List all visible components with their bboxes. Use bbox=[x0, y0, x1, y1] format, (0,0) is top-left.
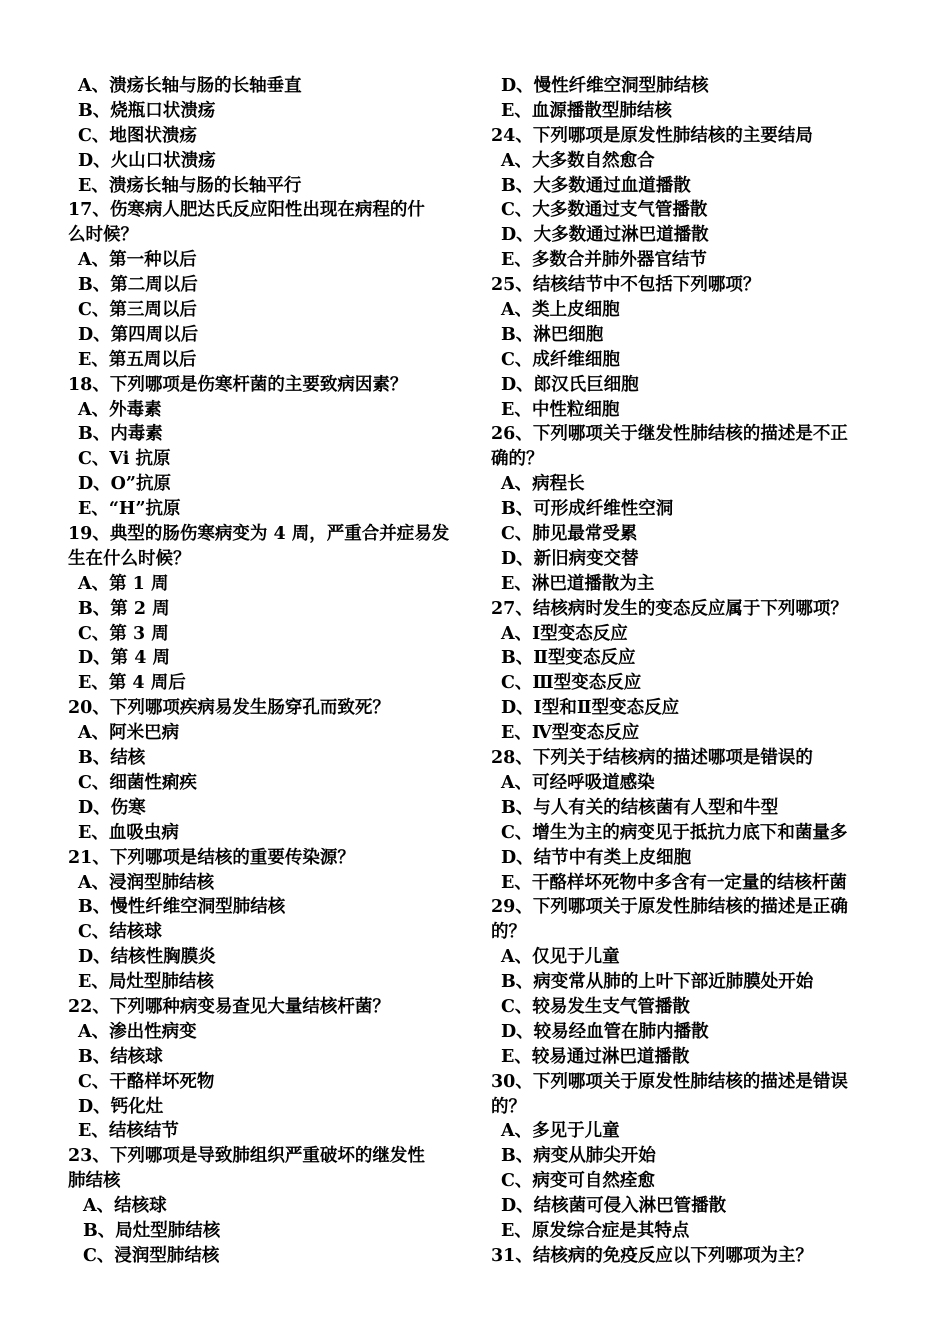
right-column bbox=[491, 74, 891, 1269]
question-line: 30、下列哪项关于原发性肺结核的描述是错误 bbox=[491, 1071, 848, 1092]
option-line: A、渗出性病变 bbox=[78, 1021, 197, 1042]
option-line: A、浸润型肺结核 bbox=[78, 872, 215, 893]
option-line: B、病变常从肺的上叶下部近肺膜处开始 bbox=[501, 972, 814, 993]
option-line: C、干酪样坏死物 bbox=[78, 1071, 215, 1092]
option-line: B、第 2 周 bbox=[78, 598, 170, 619]
option-line: E、第五周以后 bbox=[78, 349, 197, 370]
question-line: 22、下列哪种病变易查见大量结核杆菌？ bbox=[68, 996, 390, 1017]
question-line: 28、下列关于结核病的描述哪项是错误的 bbox=[491, 748, 813, 769]
option-line: C、地图状溃疡 bbox=[78, 125, 197, 146]
question-line: 23、下列哪项是导致肺组织严重破坏的继发性 bbox=[68, 1146, 425, 1167]
option-line: C、Vi 抗原 bbox=[78, 449, 171, 470]
option-line: E、局灶型肺结核 bbox=[78, 972, 214, 993]
question-line: 21、下列哪项是结核的重要传染源？ bbox=[68, 847, 355, 868]
option-line: E、淋巴道播散为主 bbox=[501, 573, 655, 594]
option-line: E、血吸虫病 bbox=[78, 822, 179, 843]
question-line: 17、伤寒病人肥达氏反应阳性出现在病程的什 bbox=[68, 200, 425, 221]
option-line: B、内毒素 bbox=[78, 424, 163, 445]
question-line: 18、下列哪项是伤寒杆菌的主要致病因素？ bbox=[68, 374, 408, 395]
option-line: D、结核菌可侵入淋巴管播散 bbox=[501, 1196, 727, 1217]
option-line: C、Ⅲ型变态反应 bbox=[501, 673, 642, 694]
option-line: E、Ⅳ型变态反应 bbox=[501, 723, 640, 744]
option-line: B、大多数通过血道播散 bbox=[501, 175, 691, 196]
option-line: A、结核球 bbox=[83, 1196, 167, 1217]
option-line: A、类上皮细胞 bbox=[501, 300, 620, 321]
option-line: C、细菌性痢疾 bbox=[78, 772, 197, 793]
option-line: A、第 1 周 bbox=[78, 573, 169, 594]
option-line: E、血源播散型肺结核 bbox=[501, 100, 672, 121]
option-line: E、溃疡长轴与肠的长轴平行 bbox=[78, 175, 302, 196]
question-line: 的？ bbox=[491, 1096, 526, 1117]
question-line: 的？ bbox=[491, 922, 526, 943]
question-line: 25、结核结节中不包括下列哪项？ bbox=[491, 275, 761, 296]
option-line: A、Ⅰ型变态反应 bbox=[501, 623, 628, 644]
question-line: 31、结核病的免疫反应以下列哪项为主？ bbox=[491, 1245, 813, 1266]
option-line: A、第一种以后 bbox=[78, 250, 197, 271]
option-line: C、较易发生支气管播散 bbox=[501, 996, 690, 1017]
option-line: A、仅见于儿童 bbox=[501, 947, 620, 968]
option-line: D、大多数通过淋巴道播散 bbox=[501, 225, 709, 246]
option-line: E、干酪样坏死物中多含有一定量的结核杆菌 bbox=[501, 872, 847, 893]
question-line: 么时候？ bbox=[68, 225, 138, 246]
option-line: A、可经呼吸道感染 bbox=[501, 772, 655, 793]
option-line: A、溃疡长轴与肠的长轴垂直 bbox=[78, 76, 302, 96]
option-line: B、淋巴细胞 bbox=[501, 324, 604, 345]
option-line: B、局灶型肺结核 bbox=[83, 1220, 221, 1241]
option-line: D、较易经血管在肺内播散 bbox=[501, 1021, 709, 1042]
question-line: 26、下列哪项关于继发性肺结核的描述是不正 bbox=[491, 424, 848, 445]
option-line: B、第二周以后 bbox=[78, 275, 198, 296]
option-line: C、浸润型肺结核 bbox=[83, 1245, 220, 1266]
option-line: E、结核结节 bbox=[78, 1121, 179, 1142]
option-line: C、第三周以后 bbox=[78, 300, 197, 321]
question-line: 29、下列哪项关于原发性肺结核的描述是正确 bbox=[491, 897, 848, 918]
option-line: D、第四周以后 bbox=[78, 324, 199, 345]
option-line: B、结核 bbox=[78, 748, 146, 769]
option-line: E、原发综合症是其特点 bbox=[501, 1220, 690, 1241]
option-line: E、中性粒细胞 bbox=[501, 399, 620, 420]
option-line: A、大多数自然愈合 bbox=[501, 150, 655, 171]
left-column bbox=[68, 74, 468, 1269]
question-line: 确的？ bbox=[491, 449, 544, 470]
option-line: D、第 4 周 bbox=[78, 648, 171, 669]
option-line: D、O”抗原 bbox=[78, 474, 171, 495]
option-line: D、慢性纤维空洞型肺结核 bbox=[501, 76, 709, 96]
option-line: A、阿米巴病 bbox=[78, 723, 180, 744]
option-line: D、郎汉氏巨细胞 bbox=[501, 374, 639, 395]
option-line: D、伤寒 bbox=[78, 797, 146, 818]
option-line: E、“H”抗原 bbox=[78, 499, 181, 520]
option-line: B、慢性纤维空洞型肺结核 bbox=[78, 897, 286, 918]
option-line: B、结核球 bbox=[78, 1046, 163, 1067]
option-line: C、大多数通过支气管播散 bbox=[501, 200, 708, 221]
option-line: B、可形成纤维性空洞 bbox=[501, 499, 674, 520]
option-line: B、与人有关的结核菌有人型和牛型 bbox=[501, 797, 779, 818]
option-line: D、Ⅰ型和Ⅱ型变态反应 bbox=[501, 698, 680, 719]
option-line: E、第 4 周后 bbox=[78, 673, 186, 694]
option-line: B、烧瓶口状溃疡 bbox=[78, 100, 216, 121]
option-line: D、结核性胸膜炎 bbox=[78, 947, 216, 968]
question-line: 19、典型的肠伤寒病变为 4 周，严重合并症易发 bbox=[68, 524, 450, 545]
option-line: C、肺见最常受累 bbox=[501, 524, 638, 545]
question-line: 27、结核病时发生的变态反应属于下列哪项？ bbox=[491, 598, 848, 619]
option-line: D、新旧病变交替 bbox=[501, 548, 639, 569]
option-line: C、第 3 周 bbox=[78, 623, 169, 644]
question-line: 肺结核 bbox=[68, 1171, 121, 1192]
option-line: D、钙化灶 bbox=[78, 1096, 164, 1117]
option-line: C、增生为主的病变见于抵抗力底下和菌量多 bbox=[501, 822, 848, 843]
option-line: A、外毒素 bbox=[78, 399, 162, 420]
option-line: A、多见于儿童 bbox=[501, 1121, 620, 1142]
question-line: 生在什么时候？ bbox=[68, 548, 191, 569]
option-line: D、结节中有类上皮细胞 bbox=[501, 847, 692, 868]
option-line: C、病变可自然痊愈 bbox=[501, 1171, 655, 1192]
option-line: B、Ⅱ型变态反应 bbox=[501, 648, 636, 669]
option-line: A、病程长 bbox=[501, 474, 585, 495]
option-line: C、成纤维细胞 bbox=[501, 349, 620, 370]
option-line: E、较易通过淋巴道播散 bbox=[501, 1046, 690, 1067]
option-line: D、火山口状溃疡 bbox=[78, 150, 216, 171]
question-line: 24、下列哪项是原发性肺结核的主要结局 bbox=[491, 125, 813, 146]
option-line: B、病变从肺尖开始 bbox=[501, 1146, 656, 1167]
question-line: 20、下列哪项疾病易发生肠穿孔而致死？ bbox=[68, 698, 390, 719]
option-line: C、结核球 bbox=[78, 922, 162, 943]
option-line: E、多数合并肺外器官结节 bbox=[501, 250, 707, 271]
